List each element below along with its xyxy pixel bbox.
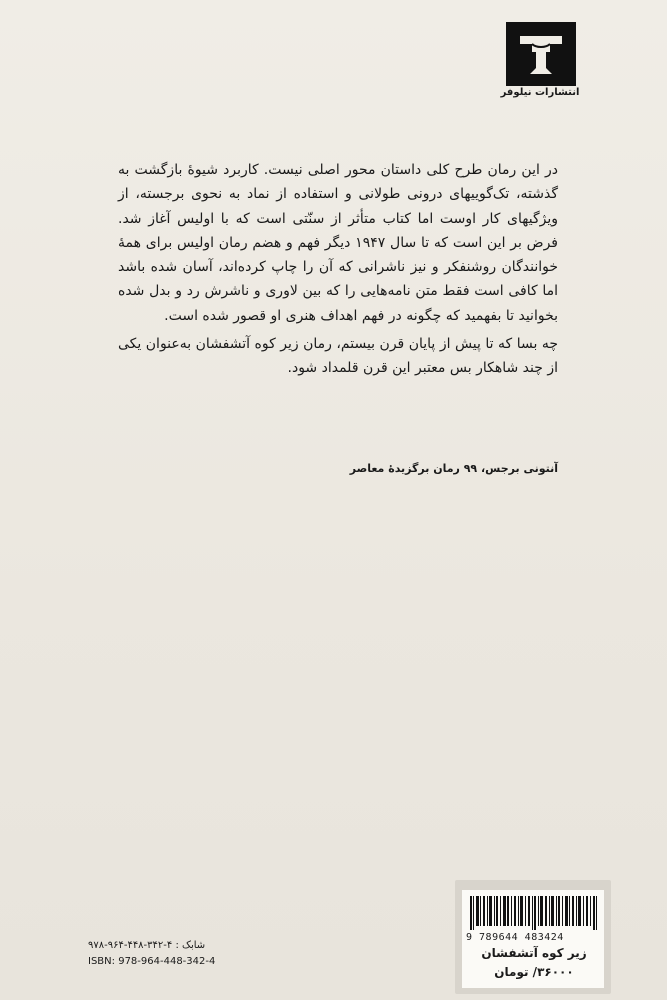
- isbn-persian-label: شابک :: [175, 940, 206, 951]
- blurb-paragraph-1: در این رمان طرح کلی داستان محور اصلی نیست. کاربرد شیوهٔ بازگشت به گذشته، تک‌گوییهای درونی طولانی و استفاده از نماد به نحوی برجسته، از ویژگیهای کار اوست اما کتاب متأثر از سنّتی است که با اولیس آغاز شد. فرض بر این است که تا سال ۱۹۴۷ دیگر فهم و هضم رمان اولیس برای همهٔ خوانندگان روشنفکر و نیز ناشرانی که آن را چاپ کرده‌اند، آسان شده باشد اما کافی است فقط متن نامه‌هایی را که بین لاوری و ناشرش رد و بدل شده بخوانید تا بفهمید که چگونه در فهم اهداف هنری او قصور شده است.: [118, 162, 559, 324]
- isbn-block: [88, 938, 328, 970]
- isbn-english-label: ISBN:: [88, 956, 116, 967]
- barcode-icon: [470, 896, 598, 930]
- barcode-number: 9 789644 483424: [466, 932, 564, 943]
- sticker-price: ۳۶۰۰۰/ تومان: [494, 965, 574, 979]
- sticker-book-title: زیر کوه آتشفشان: [481, 946, 587, 960]
- publisher-name: انتشارات نیلوفر: [500, 87, 580, 98]
- isbn-english-line: [88, 954, 328, 970]
- isbn-persian-line: [88, 938, 328, 954]
- price-sticker-label: [462, 890, 604, 988]
- isbn-english-number: 978-964-448-342-4: [118, 956, 216, 967]
- price-sticker: [455, 880, 611, 994]
- back-cover-blurb: [118, 158, 558, 381]
- isbn-persian-number: ۹۷۸-۹۶۴-۴۴۸-۳۴۲-۴: [88, 940, 173, 951]
- publisher-logo-icon: [506, 22, 576, 86]
- quote-attribution: آنتونی برجس، ۹۹ رمان برگزیدهٔ معاصر: [349, 462, 558, 475]
- blurb-paragraph-2: چه بسا که تا پیش از پایان قرن بیستم، رمان زیر کوه آتشفشان به‌عنوان یکی از چند شاهکار بس معتبر این قرن قلمداد شود.: [118, 336, 558, 377]
